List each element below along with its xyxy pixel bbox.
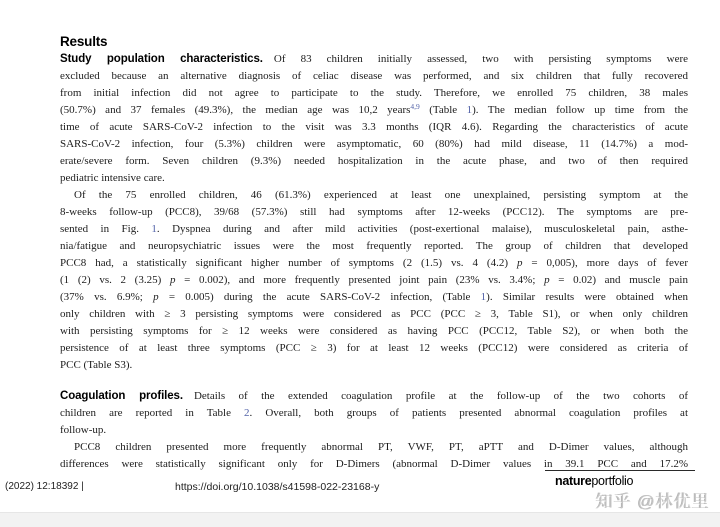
text-segment: . Overall, both groups of patients presented abnormal coagulation profiles at [249,407,688,419]
text-segment: children are reported in Table [60,407,245,419]
text-segment: = 0,005), more days of fever [522,257,688,269]
footer-rule [545,470,695,471]
zhihu-watermark: 知乎 @林优里 [596,492,710,511]
text-segment: time of acute SARS-CoV-2 infection to the visit was 3.3 months (IQR 4.6). Regarding the characteristics of acute [60,121,688,133]
text-segment: = 0.02) and muscle pain [549,274,688,286]
text-segment: excluded because an alternative diagnosis of celiac disease was performed, and six children that fully recovered [60,70,688,82]
text-segment: Of 83 children initially assessed, two with persisting symptoms were [273,53,688,65]
text-line [60,289,688,306]
text-line [60,170,688,187]
text-segment: 8-weeks follow-up (PCC8), 39/68 (57.3%) still had symptoms after 12-weeks (PCC12). The symptoms are pre- [60,206,688,218]
logo-nature-text: nature [555,474,592,488]
text-line [60,340,688,357]
text-segment: PCC (Table S3). [60,359,133,371]
text-line [60,255,688,272]
text-segment: = 0.002), and more frequently presented joint pain (23% vs. 3.4%; [175,274,545,286]
text-line [60,136,688,153]
results-heading: Results [60,34,108,49]
doi-link[interactable]: https://doi.org/10.1038/s41598-022-23168-y [175,481,380,493]
text-segment: nia/fatigue and neuropsychiatric issues were the most frequently reported. The group of children that developed [60,240,688,252]
text-segment: follow-up. [60,424,107,436]
ref-link[interactable]: 1 [480,291,487,303]
text-line [60,238,688,255]
text-segment: PCC8 children presented more frequently abnormal PT, VWF, PT, aPTT and D-Dimer values, although [74,441,688,453]
text-line [60,102,688,119]
text-line [60,405,688,422]
text-segment: erate/severe form. Seven children (9.3%) needed hospitalization in the acute phase, and two of then required [60,155,688,167]
text-segment: ). The median follow up time from the [472,104,688,116]
text-line [60,68,688,85]
text-segment: Of the 75 enrolled children, 46 (61.3%) experienced at least one unexplained, persisting symptom at the [74,189,688,201]
text-line [60,153,688,170]
citation-text: (2022) 12:18392 | [5,481,84,492]
text-line [60,272,688,289]
text-line [60,422,688,439]
text-line [60,439,688,456]
run-in-heading: Coagulation profiles. [60,390,183,402]
text-line [60,187,688,204]
text-segment: from initial infection did not agree to participate to the study. Therefore, we enrolled 75 children, 38 males [60,87,688,99]
text-segment: (50.7%) and 37 females (49.3%), the median age was 10,2 years [60,104,411,116]
text-segment: only children with ≥ 3 persisting symptoms were considered as PCC (PCC ≥ 3, Table S1), or when only children [60,308,688,320]
text-line [60,221,688,238]
bottom-strip [0,512,720,527]
text-line [60,323,688,340]
text-line [60,204,688,221]
text-segment: sented in Fig. [60,223,152,235]
paragraph [60,51,688,187]
sections-container [60,51,688,473]
text-segment: pediatric intensive care. [60,172,165,184]
text-line [60,388,688,405]
text-line [60,51,688,68]
nature-portfolio-logo [555,474,633,488]
text-segment: Details of the extended coagulation profile at the follow-up of the two cohorts of [193,390,688,402]
text-segment: p [544,274,550,286]
section [60,51,688,374]
text-line [60,85,688,102]
ref-link[interactable]: 1 [466,104,473,116]
ref-link[interactable]: 1 [151,223,157,235]
text-line [60,119,688,136]
text-segment: = 0.005) during the acute SARS-CoV-2 infection, (Table [158,291,481,303]
text-segment: p [169,274,176,286]
text-segment: p [153,291,159,303]
text-line [60,357,688,374]
text-segment: SARS-CoV-2 infection, four (5.3%) children were asymptomatic, 60 (80%) had mild disease, 11 (14.7%) a mod- [60,138,688,150]
paragraph [60,187,688,374]
text-segment: PCC8 had, a statistically significant higher number of symptoms (2 (1.5) vs. 4 (4.2) [60,257,517,269]
article-body [60,33,688,473]
text-segment: with persisting symptoms for ≥ 12 weeks were considered as having PCC (PCC12, Table S2), or when both the [60,325,688,337]
text-line [60,306,688,323]
text-segment: (1 (2) vs. 2 (3.25) [60,274,170,286]
logo-portfolio-text: portfolio [591,474,634,488]
paragraph [60,439,688,473]
text-segment: ). Similar results were obtained when [486,291,688,303]
text-segment: persistence of at least three symptoms (PCC ≥ 3) for at least 12 weeks (PCC12) were considered as criteria of [60,342,688,354]
text-segment: (Table [419,104,467,116]
ref-link[interactable]: 2 [244,407,250,419]
run-in-heading: Study population characteristics. [60,53,263,65]
citation-superscript[interactable]: 4,9 [410,102,420,111]
text-segment: . Dyspnea during and after mild activities (post-exertional malaise), musculoskeletal pain, asthe- [156,223,688,235]
text-segment: (37% vs. 6.9%; [60,291,154,303]
paragraph [60,388,688,439]
text-segment: differences were statistically significant only for D-Dimers (abnormal D-Dimer values in 39.1 PCC and 17.2% [60,458,688,470]
text-segment: p [516,257,523,269]
section [60,388,688,473]
